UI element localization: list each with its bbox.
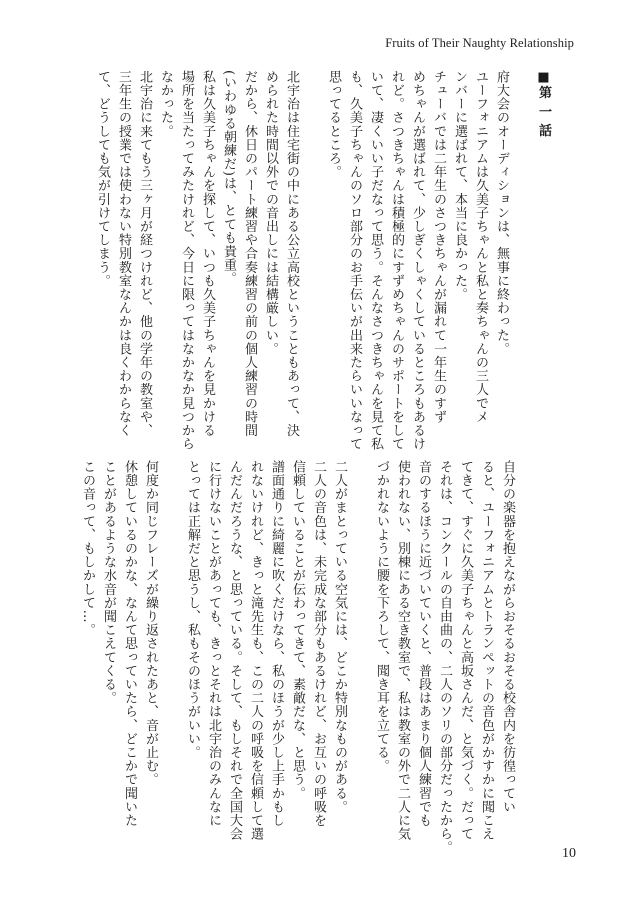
text-block-top — [92, 70, 554, 450]
text-line: 自分の楽器を抱えながらおそるおそる校舎内を彷徨ってい — [500, 460, 515, 814]
spacer-line — [512, 70, 533, 450]
text-line: 二人の音色は、未完成な部分もあるけれど、お互いの呼吸を — [311, 460, 326, 828]
text-line: めちゃんが選ばれて、少しぎくしゃくしているところもあるけ — [410, 70, 425, 451]
text-line: ことがあるような水音が聞こえてくる。 — [101, 460, 116, 705]
text-line: づかれないように腰を下ろして、聞き耳を立てる。 — [374, 460, 389, 773]
text-line: 北宇治は住宅街の中にある公立高校ということもあって、決 — [284, 70, 299, 438]
text-line: 私は久美子ちゃんを探して、いつも久美子ちゃんを見かける — [200, 70, 215, 438]
text-line: チューバでは二年生のさつきちゃんが漏れて一年生のすず — [431, 70, 446, 424]
text-line: 場所を当たってみたけれど、今日に限ってはなかなか見つから — [179, 70, 194, 451]
text-line: んだんだろうな、と思っている。そして、もしそれで全国大会 — [227, 460, 242, 841]
text-line: いて、凄くいい子だなって思う。そんなさつきちゃんを見て私 — [368, 70, 383, 451]
text-line: てきて、すぐに久美子ちゃんと高坂さんだ、と気づく。だって — [458, 460, 473, 841]
text-line: 二人がまとっている空気には、どこか特別なものがある。 — [332, 460, 347, 814]
text-line: ンバーに選ばれて、本当に良かった。 — [452, 70, 467, 302]
text-line — [350, 460, 371, 845]
text-line: なかった。 — [158, 70, 173, 138]
text-line: 信頼していることが伝わってきて、素敵だな、と思う。 — [290, 460, 305, 800]
text-line: ユーフォニアムは久美子ちゃんと私と奏ちゃんの三人でメ — [473, 70, 488, 424]
text-line: 使われない、別棟にある空き教室で、私は教室の外で二人に気 — [395, 460, 410, 841]
text-line: 音のするほうに近づいていくと、普段はあまり個人練習でも — [416, 460, 431, 828]
text-line: れど。さつきちゃんは積極的にすずめちゃんのサポートをして — [389, 70, 404, 451]
text-line: に行けないことがあっても、きっとそれは北宇治のみんなに — [206, 460, 221, 828]
text-line: だから、休日のパート練習や合奏練習の前の個人練習の時間 — [242, 70, 257, 438]
text-line — [302, 70, 323, 450]
text-line: それは、コンクールの自由曲の、二人のソリの部分だったから。 — [437, 460, 452, 855]
text-line: れないけれど、きっと滝先生も、この二人の呼吸を信頼して選 — [248, 460, 263, 841]
chapter-heading — [533, 70, 554, 450]
chapter-marker-icon: ■ — [536, 70, 551, 86]
running-header: Fruits of Their Naughty Relationship — [385, 36, 574, 50]
text-line: とっては正解だと思うし、私もそのほうがいい。 — [185, 460, 200, 760]
text-line: この音って、もしかして…。 — [80, 460, 95, 637]
text-line: 譜面通りに綺麗に吹くだけなら、私のほうが少し上手かもし — [269, 460, 284, 828]
text-line: (いわゆる朝練だ)は、とても貴重。 — [221, 70, 236, 286]
text-line: 何度か同じフレーズが繰り返されたあと、音が止む。 — [143, 460, 158, 787]
text-line: 休憩しているのかな、なんて思っていたら、どこかで聞いた — [122, 460, 137, 828]
text-line: 思ってるところ。 — [326, 70, 341, 179]
text-line: 府大会のオーディションは、無事に終わった。 — [494, 70, 509, 356]
chapter-title: 第一話 — [536, 85, 551, 143]
text-line — [161, 460, 182, 845]
text-line: も、久美子ちゃんのソロ部分のお手伝いが出来たらいいなって — [347, 70, 362, 451]
page-number: 10 — [562, 846, 576, 861]
text-line: ると、ユーフォニアムとトランペットの音色がかすかに聞こえ — [479, 460, 494, 841]
text-line: て、どうしても気が引けてしまう。 — [95, 70, 110, 288]
text-line: 北宇治に来てもう三ヶ月が経つけれど、他の学年の教室や、 — [137, 70, 152, 438]
text-line: められた時間以外での音出しには結構厳しい。 — [263, 70, 278, 356]
text-line: 三年生の授業では使わない特別教室なんかは良くわからなく — [116, 70, 131, 438]
text-block-bottom — [77, 460, 518, 855]
